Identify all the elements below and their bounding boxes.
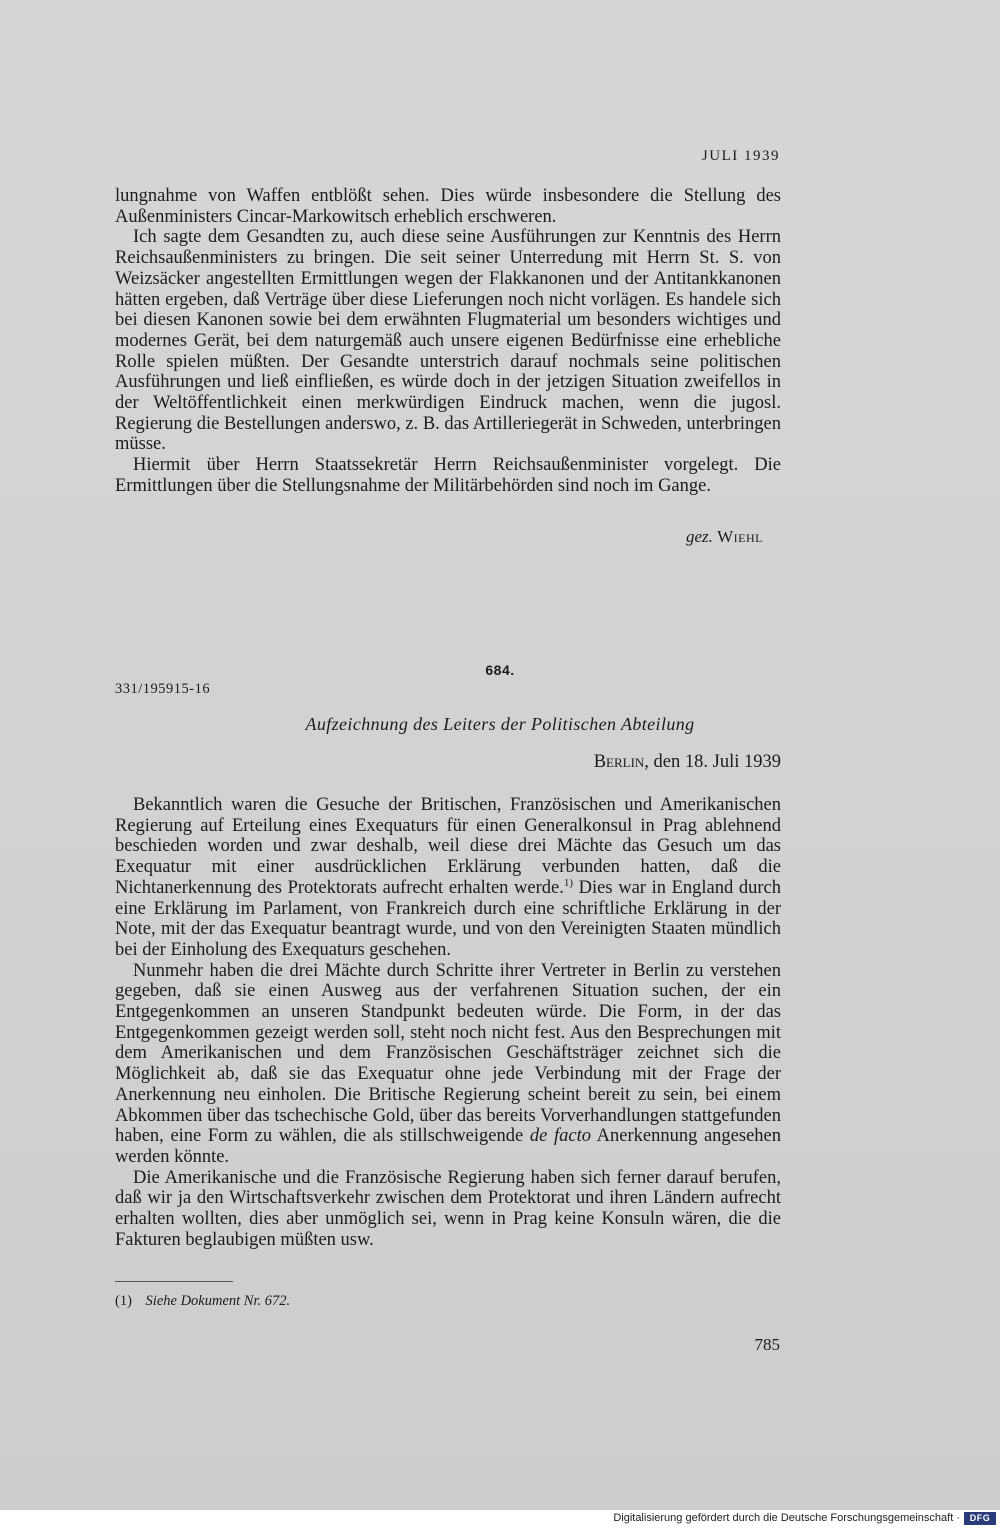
- paragraph-text: Nunmehr haben die drei Mächte durch Schritte ihrer Vertreter in Berlin zu verstehen gegeben, daß sie einen Ausweg aus der verfahrenen Situation suchen, der ein Entgegenkommen an unseren Standpunkt bedeuten würde. Die Form, in der das Entgegenkommen gezeigt werden soll, steht noch nicht fest. Aus den Besprechungen mit dem Amerikanischen und dem Französischen Geschäftsträger zeichnet sich die Möglichkeit ab, daß sie das Exequatur ohne jede Verbindung mit der Frage der Anerkennung neu einholen. Die Britische Regierung scheint bereit zu sein, bei einem Abkommen über das tschechische Gold, über das bereits Vorverhandlungen stattgefunden haben, eine Form zu wählen, die als stillschweigende: [115, 960, 781, 1147]
- dateline-place: Berlin,: [593, 752, 649, 772]
- dateline: [594, 752, 781, 773]
- paragraph: lungnahme von Waffen entblößt sehen. Dies würde insbesondere die Stellung des Außenministers Cincar-Markowitsch erheblich erschweren.: [115, 186, 781, 227]
- italic-phrase: de facto: [529, 1126, 591, 1147]
- footnote-reference: 1): [563, 876, 574, 889]
- document-number: 684.: [485, 662, 515, 678]
- footnote: [115, 1293, 290, 1310]
- file-reference: 331/195915-16: [115, 681, 211, 697]
- signature-gez: gez.: [685, 527, 713, 546]
- signature: [686, 527, 763, 547]
- paragraph: [115, 795, 781, 961]
- footnote-marker: (1): [115, 1293, 132, 1309]
- dfg-logo-icon: DFG: [964, 1512, 996, 1525]
- footnote-text: Siehe Dokument Nr. 672.: [145, 1293, 291, 1309]
- footnote-divider: [115, 1281, 233, 1282]
- paragraph: [115, 961, 781, 1168]
- paragraph: Hiermit über Herrn Staatssekretär Herrn Reichsaußenminister vorgelegt. Die Ermittlungen über die Stellungsnahme der Militärbehörden sind noch im Gange.: [115, 455, 781, 496]
- funding-bar: [0, 1510, 1000, 1528]
- paragraph-text: Dies war in England durch eine Erklärung im Parlament, von Frankreich durch eine schriftliche Erklärung in der Note, mit der das Exequatur beantragt wurde, und von den Vereinigten Staaten mündlich bei der Einholung des Exequaturs geschehen.: [115, 877, 782, 960]
- paragraph: Ich sagte dem Gesandten zu, auch diese seine Ausführungen zur Kenntnis des Herrn Reichsaußenministers zu bringen. Die seit seiner Unterredung mit Herrn St. S. von Weizsäcker angestellten Ermittlungen wegen der Flakkanonen und der Antitankkanonen hätten ergeben, daß Verträge über diese Lieferungen noch nicht vorlägen. Es handele sich bei diesen Kanonen sowie bei dem erwähnten Flugmaterial um besonders wichtiges und modernes Gerät, bei dem naturgemäß auch unsere eigenen Bedürfnisse eine erhebliche Rolle spielen müßten. Der Gesandte unterstrich darauf nochmals seine politischen Ausführungen und ließ einfließen, es würde doch in der jetzigen Situation zweifellos in der Weltöffentlichkeit einen merkwürdigen Eindruck machen, wenn die jugosl. Regierung die Bestellungen anderswo, z. B. das Artilleriegerät in Schweden, unterbringen müsse.: [115, 227, 781, 455]
- paragraph: Die Amerikanische und die Französische Regierung haben sich ferner darauf berufen, daß wir ja den Wirtschaftsverkehr zwischen dem Protektorat und ihren Ländern aufrecht erhalten wollten, dies aber unmöglich sei, wenn in Prag keine Konsuln wären, die die Fakturen beglaubigen müßten usw.: [115, 1167, 781, 1250]
- page-number: 785: [754, 1335, 780, 1354]
- continued-text-block: [115, 186, 781, 497]
- paragraph-text: Bekanntlich waren die Gesuche der Britischen, Französischen und Amerikanischen Regierung auf Erteilung eines Exequaturs für einen Generalkonsul in Prag ablehnend beschieden worden und zwar deshalb, weil diese drei Mächte das Gesuch um das Exequatur mit einer ausdrücklichen Erklärung verbunden hatten, daß die Nichtanerkennung des Protektorats aufrecht erhalten werde.: [115, 795, 781, 898]
- dateline-date: den 18. Juli 1939: [653, 752, 781, 772]
- paragraph-text: Anerkennung angesehen werden könnte.: [115, 1126, 782, 1167]
- document-title: Aufzeichnung des Leiters der Politischen Abteilung: [305, 714, 695, 734]
- signature-name: Wiehl: [717, 527, 763, 546]
- funding-notice: Digitalisierung gefördert durch die Deutsche Forschungsgemeinschaft ·: [613, 1512, 960, 1524]
- document-body: [115, 795, 781, 1250]
- running-head: JULI 1939: [701, 148, 780, 164]
